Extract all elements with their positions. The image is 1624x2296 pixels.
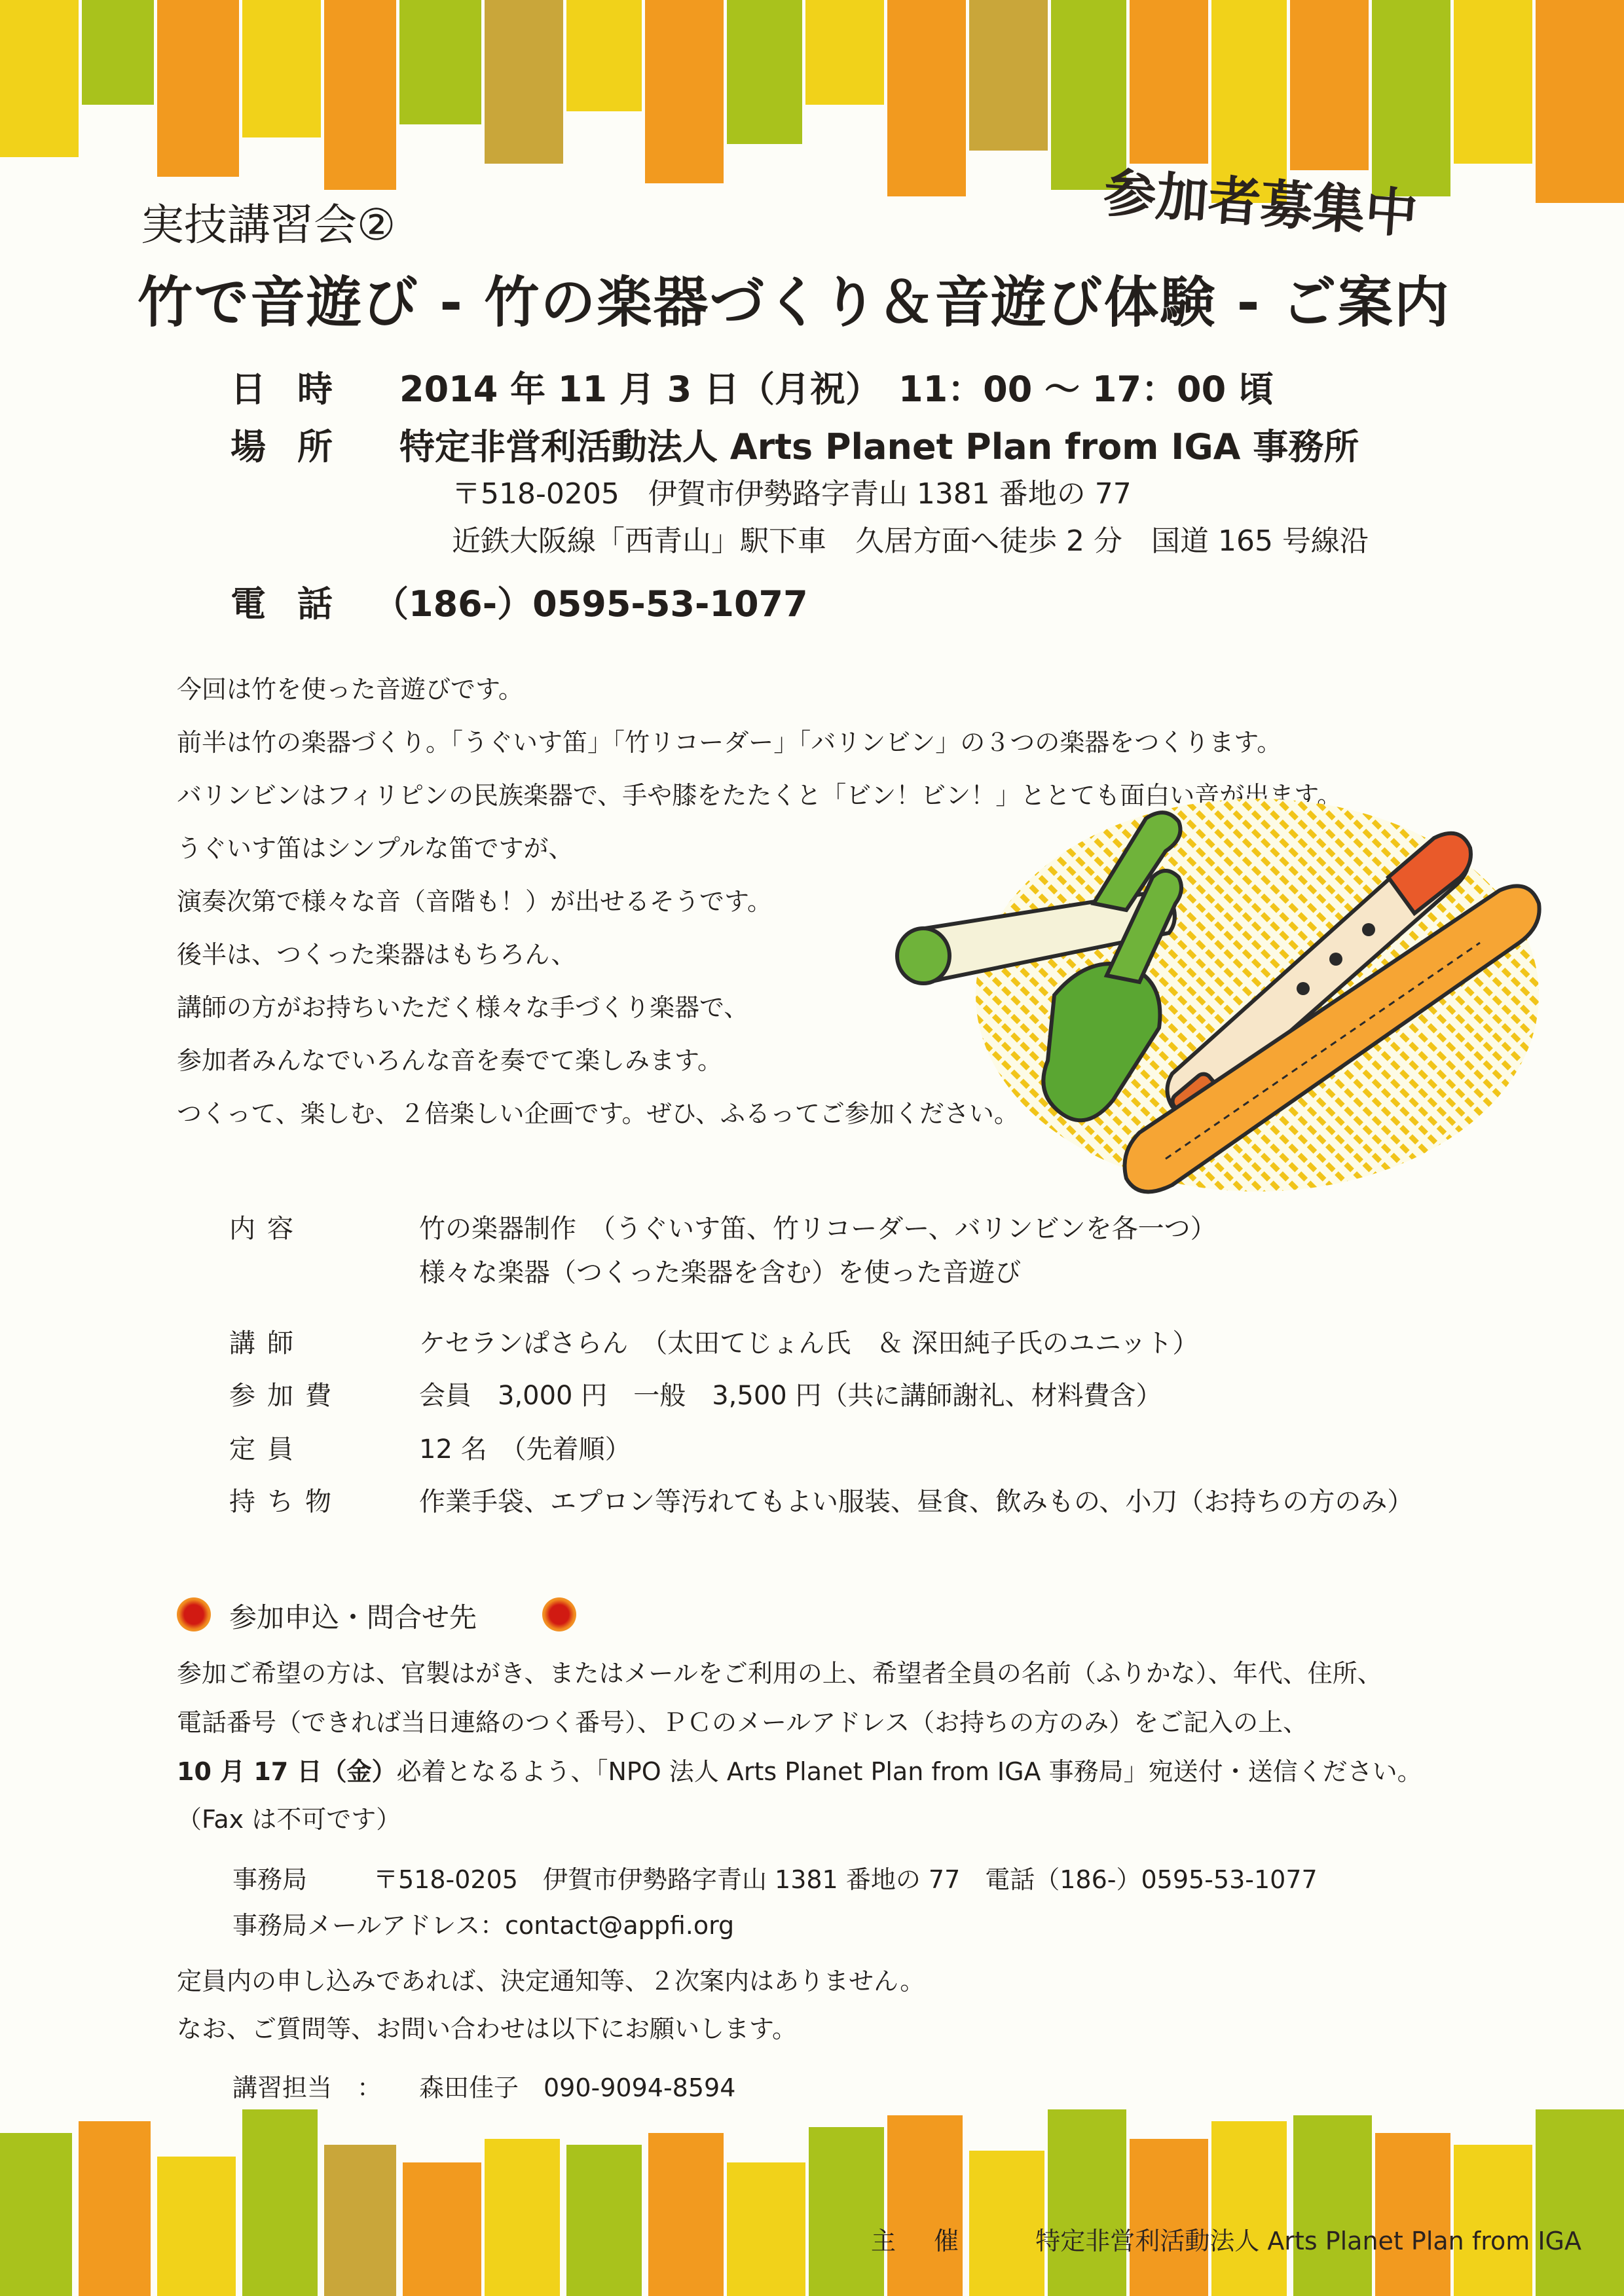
page-subtitle: 実技講習会② [141, 200, 396, 250]
organizer-label: 主催 [871, 2227, 997, 2255]
top-stripe [1372, 0, 1450, 196]
detail-value-content-2: 様々な楽器（つくった楽器を含む）を使った音遊び [419, 1258, 1022, 1288]
contact-fax-note: （Fax は不可です） [177, 1805, 401, 1834]
top-stripe [805, 0, 884, 105]
contact-deadline-rest: 必着となるよう、「NPO 法人 Arts Planet Plan from IGA 事務局」宛送付・送信ください。 [396, 1757, 1422, 1786]
detail-value-capacity: 12 名 （先着順） [419, 1434, 631, 1465]
top-stripe [1290, 0, 1369, 170]
intro-line: うぐいす笛はシンプルな笛ですが、 [177, 834, 574, 863]
bottom-stripe [403, 2162, 481, 2296]
top-stripe [1454, 0, 1532, 164]
bottom-stripe [242, 2109, 318, 2296]
contact-line: 電話番号（できれば当日連絡のつく番号）、ＰＣのメールアドレス（お持ちの方のみ）をご記入の上、 [177, 1708, 1308, 1737]
bullet-dot-right-icon [542, 1597, 576, 1631]
contact-deadline: 10 月 17 日（金） [177, 1757, 397, 1786]
detail-value-fee: 会員 3,000 円 一般 3,500 円（共に講師謝礼、材料費含） [419, 1381, 1162, 1411]
bottom-stripe [1048, 2109, 1126, 2296]
intro-line: つくって、楽しむ、２倍楽しい企画です。ぜひ、ふるってご参加ください。 [177, 1099, 1019, 1128]
datetime-value: 2014 年 11 月 3 日（月祝） 11：00 ～ 17：00 頃 [399, 369, 1274, 410]
bottom-stripe [1130, 2139, 1208, 2296]
bottom-stripe [648, 2133, 724, 2296]
bottom-stripe [887, 2115, 963, 2296]
top-stripe [887, 0, 966, 196]
office-email[interactable]: contact@appfi.org [505, 1911, 735, 1940]
bottom-stripe [1375, 2133, 1450, 2296]
organizer-name: 特定非営利活動法人 Arts Planet Plan from IGA [1035, 2227, 1581, 2255]
detail-value-instructor: ケセランぱさらん （太田てじょん氏 ＆ 深田純子氏のユニット） [419, 1328, 1199, 1358]
intro-line: バリンビンはフィリピンの民族楽器で、手や膝をたたくと「ビン！ビン！」ととても面白い音が出ます。 [177, 781, 1342, 810]
detail-label-fee: 参加費 [229, 1381, 343, 1411]
office-address: 〒518-0205 伊賀市伊勢路字青山 1381 番地の 77 電話（186-）0595-53-1077 [373, 1865, 1318, 1894]
office-email-line [232, 1905, 734, 1941]
contact-line: 参加ご希望の方は、官製はがき、またはメールをご利用の上、希望者全員の名前（ふりかな）、年代、住所、 [177, 1659, 1382, 1688]
contact-heading: 参加申込・問合せ先 [229, 1601, 477, 1633]
place-access: 近鉄大阪線「西青山」駅下車 久居方面へ徒歩 2 分 国道 165 号線沿 [452, 524, 1369, 558]
bullet-dot-left-icon [177, 1597, 211, 1631]
top-stripe [566, 0, 642, 111]
bottom-stripe [1293, 2115, 1372, 2296]
top-stripe [0, 0, 79, 157]
bottom-stripe [485, 2139, 560, 2296]
intro-line: 前半は竹の楽器づくり。「うぐいす笛」「竹リコーダー」「バリンビン」の３つの楽器をつくります。 [177, 728, 1282, 757]
notice-line: 定員内の申し込みであれば、決定通知等、２次案内はありません。 [177, 1967, 925, 1995]
bottom-stripe [79, 2121, 151, 2296]
top-stripe [645, 0, 724, 183]
bottom-stripe [727, 2162, 805, 2296]
office-label: 事務局 [232, 1865, 308, 1894]
intro-line: 講師の方がお持ちいただく様々な手づくり楽器で、 [177, 993, 749, 1022]
top-stripe [324, 0, 396, 190]
top-stripe [399, 0, 481, 124]
phone-value: （186-）0595-53-1077 [373, 583, 808, 625]
intro-line: 参加者みんなでいろんな音を奏でて楽しみます。 [177, 1046, 722, 1075]
page-title: 竹で音遊び - 竹の楽器づくり＆音遊び体験 - ご案内 [138, 270, 1450, 335]
top-stripe [1130, 0, 1208, 164]
bamboo-instruments-illustration [891, 792, 1545, 1198]
bottom-stripe [1211, 2121, 1287, 2296]
top-stripe [969, 0, 1048, 151]
bottom-stripe [1536, 2109, 1624, 2296]
place-address: 〒518-0205 伊賀市伊勢路字青山 1381 番地の 77 [452, 477, 1132, 511]
detail-value-content: 竹の楽器制作 （うぐいす笛、竹リコーダー、バリンビンを各一つ） [419, 1214, 1217, 1244]
top-stripe [1536, 0, 1624, 203]
place-value: 特定非営利活動法人 Arts Planet Plan from IGA 事務所 [399, 426, 1359, 467]
bottom-stripe [157, 2157, 236, 2296]
bottom-stripe [809, 2127, 884, 2296]
place-label: 場所 [231, 426, 364, 467]
staff-label: 講習担当 ： [232, 2073, 382, 2102]
notice-line: なお、ご質問等、お問い合わせは以下にお願いします。 [177, 2014, 797, 2043]
detail-label-instructor: 講師 [229, 1328, 305, 1358]
top-stripe [242, 0, 321, 137]
top-stripe [157, 0, 239, 177]
bottom-stripe-band [0, 2100, 1624, 2296]
contact-deadline-line [177, 1751, 1422, 1787]
bottom-stripe [324, 2145, 396, 2296]
detail-label-belongings: 持ち物 [229, 1487, 343, 1517]
bottom-stripe [0, 2133, 72, 2296]
detail-label-content: 内容 [229, 1214, 305, 1244]
top-stripe [82, 0, 154, 105]
datetime-label: 日時 [231, 369, 364, 410]
office-email-label: 事務局メールアドレス： [232, 1911, 506, 1940]
bottom-stripe [566, 2145, 642, 2296]
intro-line: 後半は、つくった楽器はもちろん、 [177, 940, 576, 969]
staff-value: 森田佳子 090-9094-8594 [419, 2073, 736, 2102]
phone-label: 電話 [231, 583, 364, 625]
top-stripe [727, 0, 802, 144]
detail-value-belongings: 作業手袋、エプロン等汚れてもよい服装、昼食、飲みもの、小刀（お持ちの方のみ） [419, 1487, 1414, 1517]
intro-line: 演奏次第で様々な音（音階も！）が出せるそうです。 [177, 887, 772, 916]
recruiting-badge: 参加者募集中 [1101, 162, 1420, 246]
intro-line: 今回は竹を使った音遊びです。 [177, 675, 523, 704]
top-stripe [485, 0, 563, 164]
detail-label-capacity: 定員 [229, 1434, 305, 1465]
